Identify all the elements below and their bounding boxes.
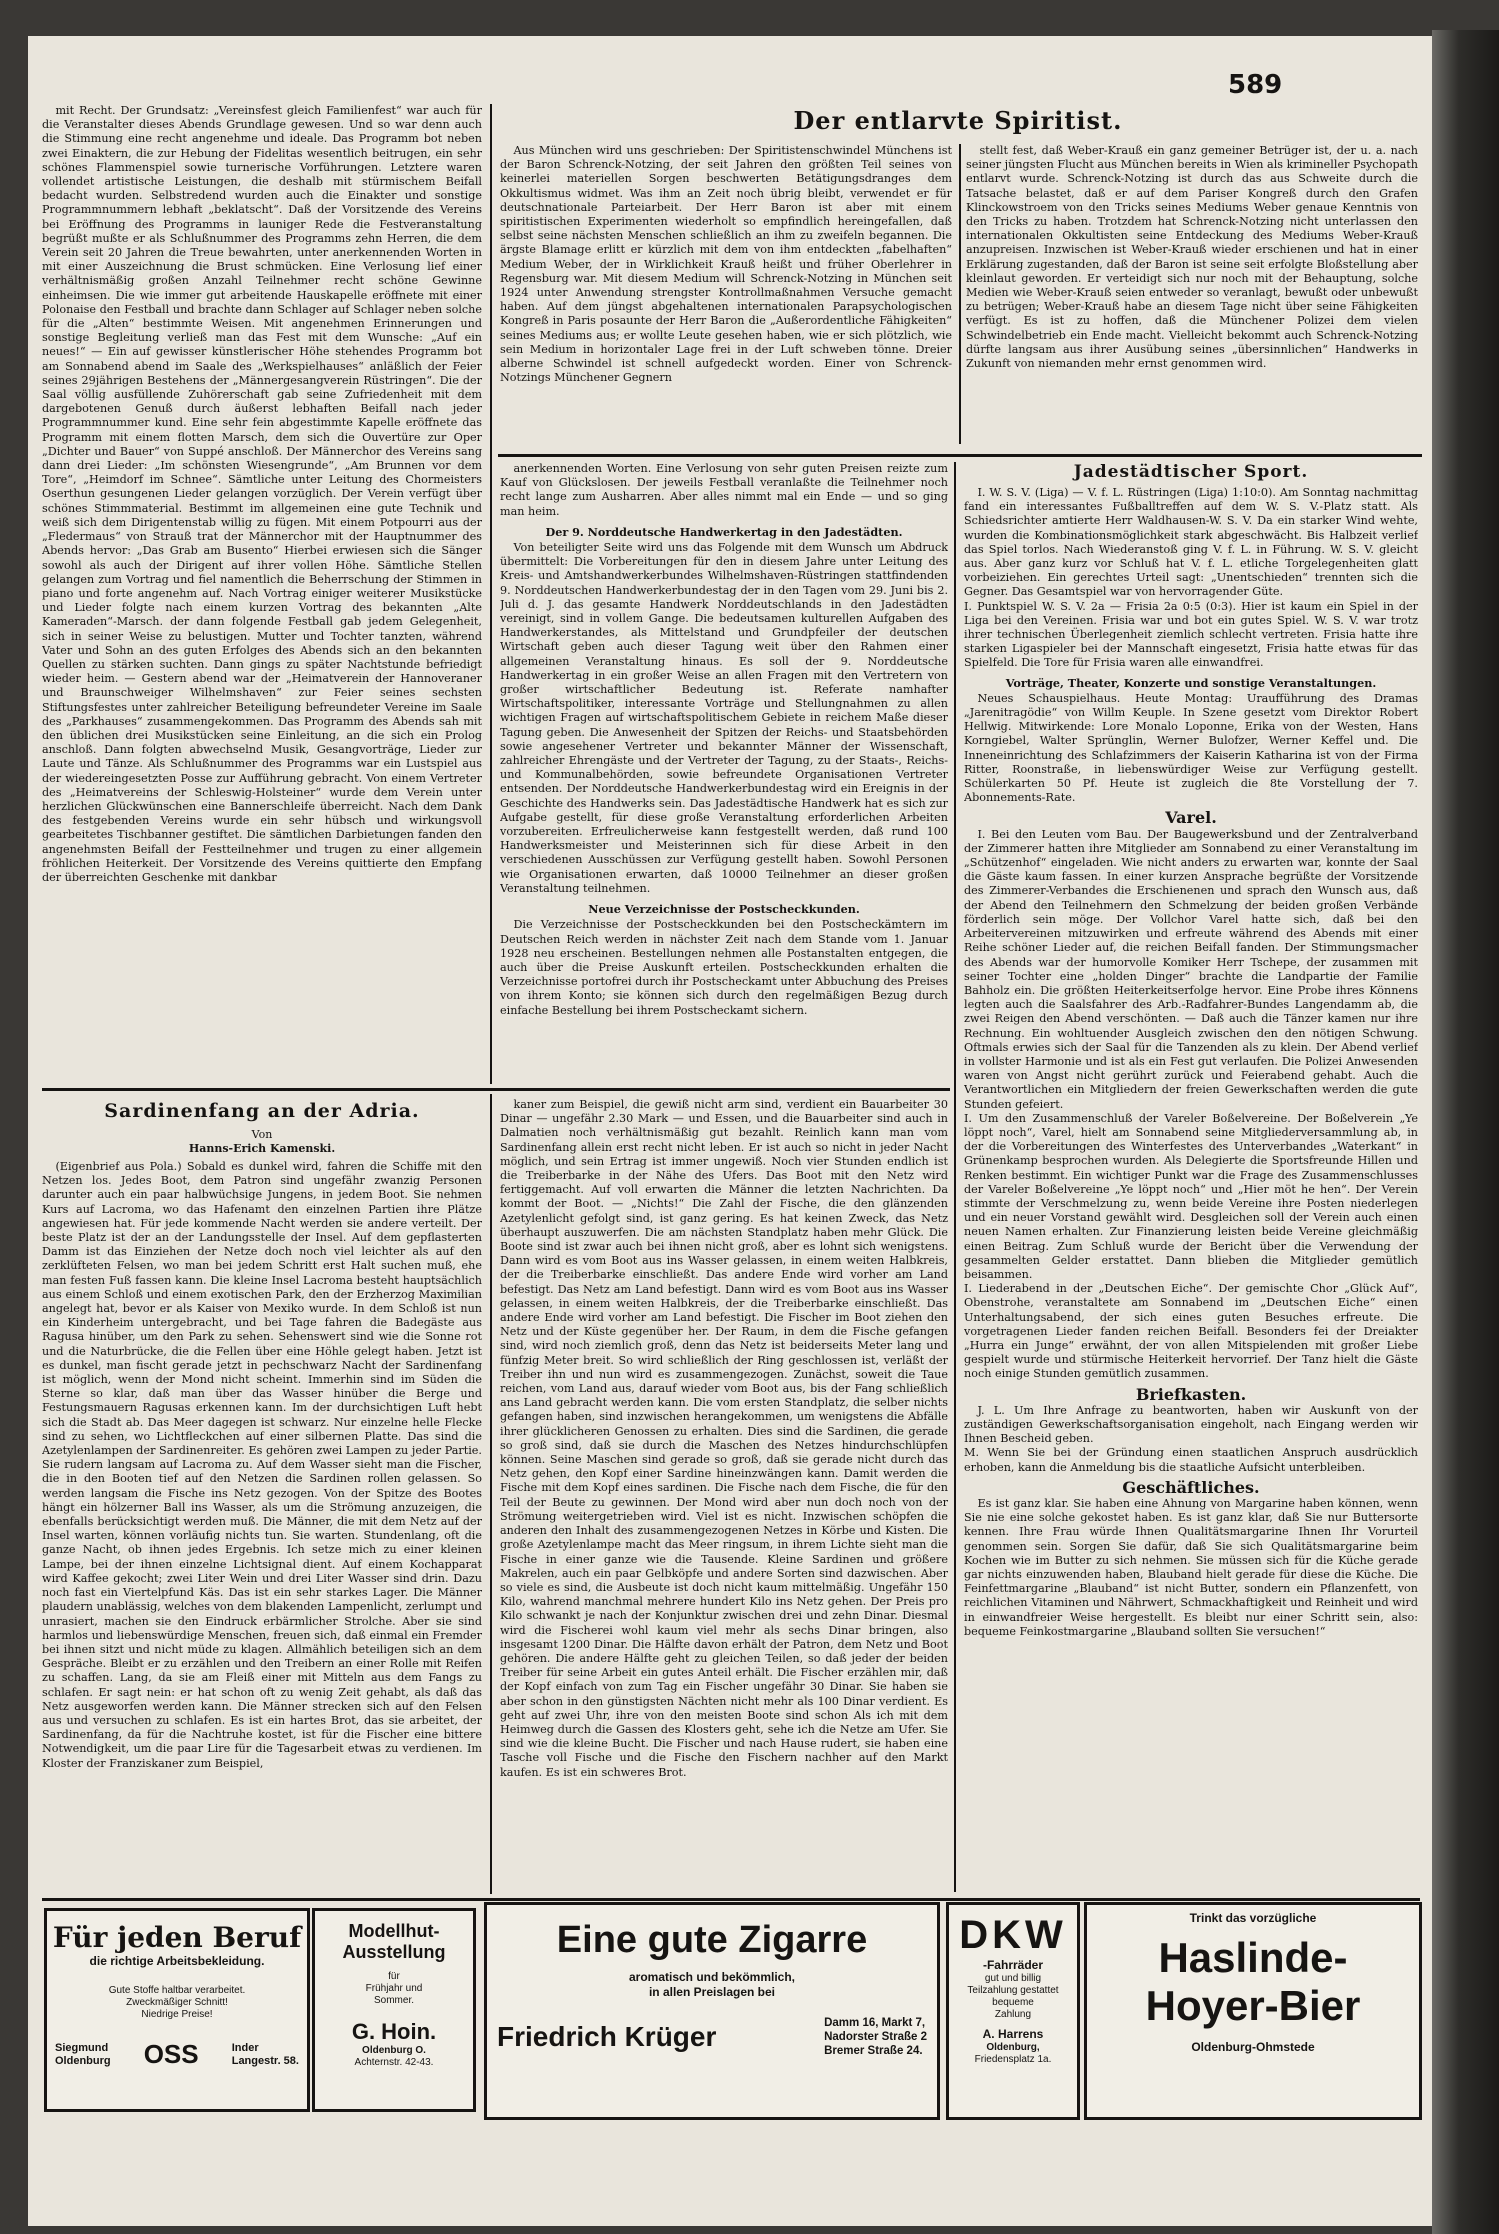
ad1-addr1: Inder <box>231 2041 259 2054</box>
briefkasten-heading: Briefkasten. <box>1135 1384 1247 1404</box>
ad2-name: G. Hoin. <box>351 2019 437 2044</box>
ad1-brand: OSS <box>143 2039 199 2069</box>
ad1-title: Für jeden Beruf <box>52 1921 302 1954</box>
geschaeftliches-text: Es ist ganz klar. Sie haben eine Ahnung von Margarine haben können, wenn Sie nie eine solche gekostet haben. Es ist ganz klar, daß Sie nur Buttersorte kennen. Ihre Frau würde Ihnen Qualitätsmargarine Ihnen Ihr Vorurteil genommen sein. Sorgen Sie dafür, daß Sie sich Qualitätsmargarine beim Kochen wie im Butter zu sich nehmen. Sie müssen sich für die Küche gerade gar nichts einzuwenden haben, Blauband hielt gerade für diese die Küche. Die Feinfettmargarine „Blauband“ ist nicht Butter, sondern ein Pflanzenfett, von reichlichen Vitaminen und Nährwert, Schmackhaftigkeit und Reinheit und wird in einwandfreier Weise hergestellt. Es bleibt nur einer Schritt sein, also: bequeme Feinkostmargarine „Blauband sollten Sie versuchen!“ <box>964 1497 1418 1638</box>
mid-column <box>500 462 948 1072</box>
ad5-top: Trinkt das vorzügliche <box>1189 1911 1317 1925</box>
ad-arbeitskleidung <box>44 1908 310 2112</box>
ad3-title: Eine gute Zigarre <box>556 1919 868 1961</box>
spiritist-text-1: Aus München wird uns geschrieben: Der Spiritistenschwindel Münchens ist der Baron Schrenck-Notzing, der seit Jahren den größten Teil seines von keinerlei materiellen Sorgen beschwerten Betätigungsdranges dem Okkultismus widmet. Was ihm an Zeit noch übrig bleibt, verwendet er für deutschnationale Parteiarbeit. Der Herr Baron ist aber mit einem spiritistischen Experimenten wiederholt so empfindlich hereingefallen, daß selbst seine nächsten Menschen schließlich an ihm zu zweifeln begannen. Die ärgste Blamage erlitt er kürzlich mit dem von ihm entdeckten „fabelhaften“ Medium Weber, der in Wirklichkeit Krauß heißt und früher Oberlehrer in Regensburg war. Mit diesem Medium will Schrenck-Notzing in München seit 1924 unter Anwendung strengster Kontrollmaßnahmen Versuche gemacht haben. Auf dem jüngst abgehaltenen internationalen Parapsychologischen Kongreß in Paris posaunte der Herr Baron die „Außerordentliche Fähigkeiten“ seines Mediums aus; er wollte Leute gesehen haben, wie er sich plötzlich, wie sein Medium in horizontaler Lage frei in der Luft schweben tönne. Dreier alberne Schwindel ist schnell aufgedeckt worden. Einer von Schrenck-Notzings Münchener Gegnern <box>500 144 952 385</box>
geschaeftliches-heading: Geschäftliches. <box>1122 1477 1260 1497</box>
ad4-sub: -Fahrräder <box>982 1958 1044 1972</box>
book-spine <box>1432 30 1499 2234</box>
ad2-sub3: Sommer. <box>373 1995 414 2006</box>
sardinen-col-2 <box>500 1098 948 1893</box>
page-number: 589 <box>1228 70 1283 100</box>
ad1-addr2: Langestr. 58. <box>231 2054 299 2067</box>
ad2-sub2: Frühjahr und <box>365 1983 423 1994</box>
ad-bier <box>1084 1902 1422 2120</box>
ad2-title2: Ausstellung <box>342 1942 446 1962</box>
ad2-addr: Achternstr. 42-43. <box>354 2057 434 2068</box>
mid-lead: anerkennenden Worten. Eine Verlosung von sehr guten Preisen reizte zum Kauf von Glückslosen. Der jeweils Festball veranlaßte die Teilnehmer noch recht lange zum Ausharren. Aber alles nimmt mal ein Ende — und so ging man heim. <box>500 462 948 518</box>
ad3-name: Friedrich Krüger <box>497 2021 717 2052</box>
divider-spiritist <box>959 144 961 444</box>
postscheck-text: Die Verzeichnisse der Postscheckkunden bei den Postscheckämtern im Deutschen Reich werden in nächster Zeit nach dem Stande vom 1. Januar 1928 neu erscheinen. Bestellungen nehmen alle Postanstalten entgegen, die auch über die Preise Auskunft erteilen. Postscheckkunden erhalten die Verzeichnisse portofrei durch ihr Postscheckamt unter Abbuchung des Preises von ihrem Konto; sie können sich durch den regelmäßigen Bezug durch einfache Bestellung bei ihrem Postscheckamt sichern. <box>500 918 948 1017</box>
ad5-title2: Hoyer-Bier <box>1145 1982 1361 2029</box>
ad-dkw <box>946 1902 1080 2120</box>
briefkasten-text: J. L. Um Ihre Anfrage zu beantworten, haben wir Auskunft von der zuständigen Gewerkschaftsorganisation eingeholt, nach Eingang werden wir Ihnen Bescheid geben. M. Wenn Sie bei der Gründung einen staatlichen Anspruch ausdrücklich erhoben, kann die Anmeldung bis die staatliche Aufsicht unterbleiben. <box>964 1403 1418 1474</box>
spiritist-text-2: stellt fest, daß Weber-Krauß ein ganz gemeiner Betrüger ist, der u. a. nach seiner jüngsten Flucht aus München bereits in Wien als krimineller Psychopath entlarvt wurde. Schrenck-Notzing ist durch das aus Schweite durch die Tatsache belastet, daß er auf dem Pariser Kongreß durch den Grafen Klinckowstroem von den Tricks seines Mediums Weber genaue Kenntnis von den Tricks zu haben. Trotzdem hat Schrenck-Notzing nicht unterlassen den internationalen Okkultisten seine Entdeckung des Mediums Weber-Krauß anzupreisen. Inzwischen ist Weber-Krauß wieder erschienen und hat in einer Erklärung zugestanden, daß der Baron ist seine seit erfolgte Bloßstellung aber kleinlaut geworden. Er verteidigt sich nur noch mit der Behauptung, solche Medien wie Weber-Krauß seien entweder so veranlagt, bewußt oder unbewußt zu betrügen; Weber-Krauß habe an diesem Tage nicht über seine Fähigkeiten verfügt. Es ist zu hoffen, daß die Münchener Polizei dem vielen Schwindelbetrieb ein Ende macht. Vielleicht bekommt auch Schrenck-Notzing dürfte langsam aus ihrer Ausübung seines „übersinnlichen“ Handwerks in Zukunft von niemanden mehr ernst genommen wird. <box>966 144 1418 371</box>
sardinen-text-2: kaner zum Beispiel, die gewiß nicht arm sind, verdient ein Bauarbeiter 30 Dinar — ungefähr 2.30 Mark — und Essen, und die Bauarbeiter sind auch in Dalmatien noch verhältnismäßig gut bezahlt. Reinlich kann man vom Sardinenfang allein erst recht nicht leben. Er ist auch so nicht in jeder Nacht möglich, und sein Ertrag ist immer ungewiß. Noch vier Stunden endlich ist die Treiberbarke in der Nähe des Ufers. Das Boot mit den Netz wird fertiggemacht. Auf voll erwarten die Männer die letzten Nachrichten. Da kommt der Boot. — „Nichts!“ Die Zahl der Fische, die den glänzenden Azetylenlicht gefolgt sind, ist ganz gering. Es hat keinen Zweck, das Netz überhaupt auszuwerfen. Die am nächsten Standplatz haben mehr Glück. Die Boote sind ist zwar auch bei ihnen nicht groß, aber es lohnt sich wenigstens. Dann wird es vom Boot aus ins Wasser gelassen, in einem weiten Halbkreis, der die Treiberbarke einschließt. Das andere Ende wird vorher am Land befestigt. Das Netz am Land befestigt. Dann wird es vom Boot aus ins Wasser gelassen, in einem weiten Halbkreis, der die Treiberbarke einschließt. Das andere Ende wird vorher am Land befestigt. Die Fischer im Boot ziehen den Netz und der Küste gegenüber her. Der Raum, in dem die Fische gefangen sind, wird noch ziemlich groß, denn das Netz ist beiderseits Meter lang und fünfzig Meter breit. So wird schließlich der Ring geschlossen ist, verläßt der Treiber ihn und nun wird es zusammengezogen. Zunächst, soweit die Taue reichen, vom Land aus, darauf wieder vom Boot aus, bis der Fang schließlich ans Land gebracht werden kann. Die vom ersten Standplatz, die selber nichts gefangen haben, sind inzwischen herangekommen, um wenigstens die Abfälle ihrer glücklicheren Genossen zu erhalten. Dies sind die Sardinen, die gerade so groß sind, daß sie durch die Maschen des Netzes hindurchschlüpfen können. Seine Maschen sind gerade so groß, daß sie gerade nicht durch das Netz gehen, den Kopf einer Sardine hineinzwängen kann. Damit werden die Fische mit dem Kopf eines sardinen. Die Fische nach dem Fische, die für den Teil der Beute zu gewinnen. Der Mond wird aber nun doch noch von der Strömung weitergetrieben wird. Viel ist es nicht. Inzwischen schöpfen die anderen den Inhalt des zusammengezogenen Netzes in Körbe und Kisten. Die große Azetylenlampe macht das Meer ringsum, in ihrem Lichte sieht man die Fische in einer ganze wie die Tausende. Kleine Sardinen und größere Makrelen, auch ein paar Gelbköpfe und andere Sorten sind dazwischen. Aber so viele es sind, die Ausbeute ist doch nicht kaum mittelmäßig. Ungefähr 150 Kilo, wahrend manchmal mehrere hundert Kilo ins Netz gehen. Der Preis pro Kilo schwankt je nach der Konjunktur zwischen drei und zehn Dinar. Diesmal wird die Fischerei wohl kaum viel mehr als sechs Dinar bringen, also insgesamt 1200 Dinar. Die Hälfte davon erhält der Patron, dem Netz und Boot gehören. Die andere Hälfte geht zu gleichen Teilen, so daß jeder der beiden Treiber für seine Arbeit ein gutes Anteil erhält. Die Fischer erzählen mir, daß der Kopf einfach von zum Tag ein Fischer ungefähr 30 Dinar. Sie haben sie aber schon in den günstigsten Nächten nicht mehr als 100 Dinar verdient. Es geht auf zwei Uhr, ihre von den meisten Boote sind schon Als ich mit dem Heimweg durch die Gassen des Klosters geht, sehe ich die Netze am Ufer. Sie sind wie die kleine Bucht. Die Fischer und nach Hause rudert, sie haben eine Tasche voll Fische und die Fische den Fischern nachher auf den Markt kaufen. Es ist ein schweres Brot. <box>500 1098 948 1779</box>
divider-ads-top <box>42 1898 1420 1901</box>
sardinen-by: Von <box>251 1128 273 1141</box>
ad1-line3: Niedrige Preise! <box>141 2009 213 2020</box>
newspaper-page <box>28 36 1432 2226</box>
sport-text: I. W. S. V. (Liga) — V. f. L. Rüstringen (Liga) 1:10:0). Am Sonntag nachmittag fand ein interessantes Fußballtreffen auf dem W. S. V.-Platz statt. Als Schiedsrichter amtierte Herr Waldhausen-W. S. V. Da ein starker Wind wehte, wurden die Kombinationsmöglichkeit stark abgeschwächt. Bis Halbzeit verlief das Spiel torlos. Nach Wiederanstoß ging V. f. L. in Führung. W. S. V. gleicht aus. Aber ganz kurz vor Schluß hat V. f. L. etliche Torgelegenheiten glatt vorbeiziehen. Ein gerechtes Urteil sagt: „Unentschieden“ trennten sich die Gegner. Das Gesamtspiel war von hervorragender Güte. I. Punktspiel W. S. V. 2a — Frisia 2a 0:5 (0:3). Hier ist kaum ein Spiel in der Liga bei den Vereinen. Frisia war und bot ein gutes Spiel. W. S. V. war trotz ihrer technischen Überlegenheit ziemlich schlecht vertreten. Frisia hatte ihre starken Ligaspieler bei der Mannschaft eingesetzt, Frisia hatte etwas für das Spielfeld. Die Tore für Frisia waren alle einwandfrei. <box>964 486 1418 670</box>
ad4-line3: bequeme <box>992 1997 1034 2008</box>
ad5-bottom: Oldenburg-Ohmstede <box>1191 2040 1315 2054</box>
sardinen-author: Hanns-Erich Kamenski. <box>188 1142 336 1155</box>
ad1-line2: Zweckmäßiger Schnitt! <box>126 1997 228 2008</box>
handwerker-text: Von beteiligter Seite wird uns das Folgende mit dem Wunsch um Abdruck übermittelt: Die Vorbereitungen für den in diesem Jahre unter Leitung des Kreis- und Amtshandwerkerbundes Wilhelmshaven-Rüstringen stattfindenden 9. Norddeutschen Handwerkerbundestag der in den Tagen vom 29. Juni bis 2. Juli d. J. das gesamte Handwerk Norddeutschlands in den Jadestädten vereinigt, sind in vollem Gange. Die bedeutsamen kulturellen Aufgaben des Handwerkerstandes, als Mittelstand und Grundpfeiler der deutschen Wirtschaft geben auch dieser Tagung weit über den Rahmen einer allgemeinen Veranstaltung hinaus. Es soll der 9. Norddeutsche Handwerkertag in ein großer Weise an allen Fragen mit den Vertretern von großer wirtschaftlicher Bedeutung ist. Referate namhafter Wirtschaftspolitiker, interessante Vorträge und Stellungnahmen zu allen wichtigen Fragen auf wirtschaftspolitischem Gebiete in reichem Maße dieser Tagung geben. Die Anwesenheit der Spitzen der Reichs- und Staatsbehörden sowie angesehener Vertreter und bekannter Männer der Wissenschaft, zahlreicher Ehrengäste und der Vertreter der Tagung, zu der Staats-, Reichs- und Kommunalbehörden, sowie befreundete Organisationen Vertreter entsenden. Der Norddeutsche Handwerkerbundestag wird ein Ereignis in der Geschichte des Handwerks sein. Das Jadestädtische Handwerk hat es sich zur Aufgabe gestellt, für diese große Veranstaltung erforderlichen Arbeiten vorzubereiten. Erfreulicherweise kann festgestellt werden, daß rund 100 Handwerksmeister und Meisterinnen sich für diese Arbeit in den verschiedenen Ausschüssen zur Verfügung gestellt haben. Sowohl Personen wie Organisationen erwarten, daß 10000 Teilnehmer an dieser großen Veranstaltung teilnehmen. <box>500 541 948 895</box>
column-left-top <box>42 104 482 1084</box>
ad4-line1: gut und billig <box>984 1973 1042 1984</box>
ad4-place: Oldenburg, <box>986 2042 1040 2053</box>
ad4-name: A. Harrens <box>982 2027 1044 2041</box>
ad4-title: DKW <box>959 1913 1067 1957</box>
sardinen-text-1: (Eigenbrief aus Pola.) Sobald es dunkel wird, fahren die Schiffe mit den Netzen los. Jedes Boot, dem Patron sind ungefähr zwanzig Personen darunter auch ein paar halbwüchsige Jungens, in jedem Boot. Sie nehmen Kurs auf Lacroma, wo das Hafenamt den einzelnen Partien ihre Plätze angewiesen hat. Für jede kommende Nacht werden sie andere verteilt. Der beste Platz ist der an der Landungsstelle der Insel. Auf dem gepflasterten Damm ist das Einziehen der Netze doch noch viel leichter als auf den zerklüfteten Felsen, wo man bei jedem Schritt erst Halt suchen muß, ehe man festen Fuß fassen kann. Die kleine Insel Lacroma besteht hauptsächlich aus einem Schloß und einem exotischen Park, den der Erzherzog Maximilian angelegt hat, bevor er als Kaiser von Mexiko wurde. In dem Schloß ist nun ein Kinderheim untergebracht, und bei Tage fahren die Badegäste aus Ragusa hinüber, um den Park zu sehen. Sehenswert sind wie die Sonne rot und die Naturbrücke, die die Fellen über eine Höhle gelegt haben. Jetzt ist es dunkel, man fischt gerade jetzt in pechschwarz Nacht der Sardinenfang ist möglich, wenn der Mond nicht scheint. Immerhin sind im Süden die Sterne so klar, daß man über das Wasser hinüber die Berge und Festungsmauern Ragusas erkennen kann. Im der durchsichtigen Luft hebt sich die Stadt ab. Das Meer dagegen ist schwarz. Nur einzelne helle Flecke sind zu sehen, wo Lichtfleckchen auf einer silbernen Platte. Das sind die Azetylenlampen der Sardinenreiter. Es gehören zwei Lampen zu jeder Partie. Sie rudern langsam auf Lacroma zu. Auf dem Wasser sieht man die Fischer, die in den Booten tief auf den Netzen die Sardinen rollen gelassen. So werden langsam die Fische ins Netz gezogen. Von der Spitze des Bootes hängt ein hölzerner Ball ins Wasser, als um die Strömung anzuzeigen, die ebenfalls berücksichtigt werden muß. Die Männer, die mit dem Netz auf der Insel warten, können vorläufig nichts tun. Sie warten. Stundenlang, oft die ganze Nacht, ob ihnen jedes Ergebnis. Ich setze mich zu einer kleinen Lampe, bei der ihnen einzelne Lichtsignal dient. Auf einem Kochapparat wird Kaffee gekocht; zwei Liter Wein und drei Liter Wasser sind drin. Dazu noch fast ein Viertelpfund Käs. Das ist ein sehr starkes Lager. Die Männer plaudern unablässig, welches von dem blakenden Lampenlicht, zerlumpt und unrasiert, machen sie den Eindruck erbärmlicher Strolche. Aber sie sind harmlos und liebenswürdige Menschen, freuen sich, daß einmal ein Fremder bei ihnen sitzt und nicht müde zu klagen. Allmählich beteiligen sich an dem Gespräche. Bleibt er zu erzählen und den Treibern an einer Rolle mit Reifen zu schaffen. Lang, da sie am Fleiß einer mit Mitteln aus dem Fangs zu schlafen. Er sagt nein: er hat schon oft zu wenig Zeit gehabt, als daß das Netz ausgeworfen werden kann. Die Männer strecken sich auf den Felsen aus und versuchen zu schlafen. Es ist ein hartes Brot, das sie arbeitet, der Sardinenfang, da für die Nachtruhe kostet, ist für die Fischer eine bittere Notwendigkeit, um die paar Lire für die Tagesarbeit etwas zu verdienen. Im Kloster der Franziskaner zum Beispiel, <box>42 1160 482 1770</box>
sardinen-col-1 <box>42 1128 482 1893</box>
ad-zigarre <box>484 1902 940 2120</box>
divider-vertical-1 <box>490 104 492 1084</box>
divider-vertical-2 <box>954 462 956 1892</box>
ad1-sub: die richtige Arbeitsbekleidung. <box>89 1954 265 1968</box>
ad5-title1: Haslinde- <box>1158 1934 1348 1981</box>
ad3-addr1: Damm 16, Markt 7, <box>824 2017 926 2029</box>
right-column <box>964 486 1418 1886</box>
ad3-addr3: Bremer Straße 24. <box>824 2045 923 2057</box>
ad-modellhut <box>312 1908 476 2112</box>
spiritist-col-1 <box>500 144 952 444</box>
ad3-sub2: in allen Preislagen bei <box>648 1985 776 1999</box>
ad1-store-left1: Siegmund <box>55 2041 109 2054</box>
ad4-line4: Zahlung <box>994 2009 1032 2020</box>
varel-heading: Varel. <box>1165 808 1217 828</box>
spiritist-headline: Der entlarvte Spiritist. <box>793 106 1123 135</box>
ad3-addr2: Nadorster Straße 2 <box>824 2031 927 2043</box>
theater-text: Neues Schauspielhaus. Heute Montag: Uraufführung des Dramas „Jarenitragödie“ von Willm Keuple. In Szene gesetzt vom Direktor Robert Hellwig. Mitwirkende: Lore Monalo Loponne, Erika von der Westen, Hans Korngiebel, Walter Sprünglin, Werner Bulofzer, Werner Keffel und. Die Inneneinrichtung des Schlafzimmers der Kaiserin Katharina ist von der Firma Ritter, Roonstraße, in liebenswürdiger Weise zur Verfügung gestellt. Schülerkarten 50 Pf. Heute ist zugleich die 8te Vorstellung der 7. Abonnements-Rate. <box>964 691 1418 805</box>
sardinen-heading: Sardinenfang an der Adria. <box>104 1100 420 1122</box>
ad2-sub1: für <box>388 1971 400 1982</box>
divider-sardinen-top <box>42 1088 950 1091</box>
sport-heading: Jadestädtischer Sport. <box>1073 462 1309 482</box>
left-top-article: mit Recht. Der Grundsatz: „Vereinsfest gleich Familienfest“ war auch für die Veranstalter dieses Abends Grundlage gewesen. Und so war denn auch die Stimmung eine recht angenehme und ideale. Das Programm bot neben zwei Einaktern, die zur Hebung der Fidelitas wesentlich beitrugen, ein sehr schönes Flammenspiel sowie turnerische Vorführungen. Letztere waren vollendet artistische Leistungen, die deshalb mit stürmischem Beifall bedacht wurden. Selbstredend wurden auch die Einakter und sonstige Programmnummern lebhaft „beklatscht“. Daß der Vorsitzende des Vereins bei Eröffnung des Programms in launiger Rede die Festveranstaltung begrüßt mußte er als Schlußnummer des Programms zehn Herren, die dem Verein seit 20 Jahren die Treue bewahrten, unter anerkennenden Worten in mit einer Auszeichnung die Brust schmücken. Eine Verlosung lief einer verhältnismäßig großen Anzahl Teilnehmer recht schöne Gewinne einheimsen. Die wie immer gut arbeitende Hauskapelle eröffnete mit einer Polonaise den Festball und brachte dann Schlager auf Schlager neben solche für die „Alten“ bestimmte Weisen. Mit angenehmen Erinnerungen und sonstige Begleitung verließ man das Fest mit dem Wunsche: „Auf ein neues!“ — Ein auf gewisser künstlerischer Höhe stehendes Programm bot am Sonnabend abend im Saale des „Werkspielhauses“ anläßlich der Feier seines 29jährigen Bestehens der „Männergesangverein Rüstringen“. Die der Saal völlig ausfüllende Zuhörerschaft gab seine Zufriedenheit mit dem dargebotenen Genuß durch äußerst lebhaften Beifall nach jeder Programmnummer kund. Eine sehr fein abgestimmte Kapelle eröffnete das Programm mit einem flotten Marsch, dem sich die Ouvertüre zur Oper „Dichter und Bauer“ von Suppé anschloß. Der Männerchor des Vereins sang dann drei Lieder: „Im schönsten Wiesengrunde“, „Am Brunnen vor dem Tore“, „Heimdorf im Schnee“. Sämtliche unter Leitung des Chormeisters Oserthun gesungenen Lieder gelangen vorzüglich. Der Verein verfügt über schönes Stimmmaterial. Bestimmt im allgemeinen eine gute Technik und weiß sich dem Dirigentenstab willig zu fügen. Mit einem Potpourri aus der „Fledermaus“ von Strauß trat der Männerchor mit der Hauptnummer des Abends hervor: „Das Grab am Busento“ Hierbei erwiesen sich die Sänger sowohl als auch der Dirigent auf ihrer vollen Höhe. Sämtliche Stellen gelangen zum Vortrag und fiel namentlich die Beherrschung der Stimmen in piano und forte angenehm auf. Nach Vortrag einiger weiterer Musikstücke und Lieder folgte nach einem kurzen Vortrag des bekannten „Alte Kameraden“-Marsch. der dann folgende Festball gab jedem Gelegenheit, sich in seiner Weise zu belustigen. Mutter und Tochter tanzten, während Vater und Sohn an des guten Erfolges des Abends sich an den bekannten Quellen zu stärken suchten. Dann gings zu später Nachtstunde befriedigt wieder heim. — Gestern abend war der „Heimatverein der Hannoveraner und Braunschweiger Wilhelmshaven“ zur Feier seines sechsten Stiftungsfestes unter zahlreicher Beteiligung befreundeter Vereine im Saale des „Parkhauses“ zusammengekommen. Das Programm des Abends sah mit den üblichen drei Musikstücken seine Einleitung, an die sich ein Prolog anschloß. Dann folgten abwechselnd Musik, Gesangvorträge, Lieder zur Laute und Tänze. Als Schlußnummer des Programms war ein Lustspiel aus der wiedereingesetzten Posse zur Aufführung gebracht. Von einem Vertreter des „Heimatvereins der Schleswig-Holsteiner“ wurde dem Verein unter herzlichen Glückwünschen eine Bannerschleife überreicht. Nach dem Dank des festgebenden Vereins wurde ein sehr hübsch und wirkungsvoll gearbeitetes Tischbanner gestiftet. Die sämtlichen Darbietungen fanden den angenehmsten Beifall der Festteilnehmer und trugen zu einer allgemein fröhlichen Heiterkeit. Der Vorsitzende des Vereins quittierte den Empfang der überreichten Geschenke mit dankbar <box>42 104 482 884</box>
ad2-place: Oldenburg O. <box>362 2045 426 2056</box>
ad4-addr: Friedensplatz 1a. <box>974 2054 1052 2065</box>
spiritist-col-2 <box>966 144 1418 444</box>
ad4-line2: Teilzahlung gestattet <box>967 1985 1059 1996</box>
theater-heading: Vorträge, Theater, Konzerte und sonstige Veranstaltungen. <box>1005 675 1377 690</box>
ad1-line1: Gute Stoffe haltbar verarbeitet. <box>108 1985 246 1996</box>
ad3-sub1: aromatisch und bekömmlich, <box>628 1970 796 1984</box>
divider-vertical-3 <box>490 1094 492 1894</box>
handwerker-heading: Der 9. Norddeutsche Handwerkertag in den Jadestädten. <box>545 524 903 539</box>
varel-text: I. Bei den Leuten vom Bau. Der Baugewerksbund und der Zentralverband der Zimmerer hatten ihre Mitglieder am Sonnabend zu einer Veranstaltung im „Schützenhof“ eingeladen. Wie nicht anders zu erwarten war, konnte der Saal die Gäste kaum fassen. In einer kurzen Ansprache begrüßte der Vorsitzende des Zimmerer-Verbandes die Erschienenen und sprach den Wunsch aus, daß der Abend den Teilnehmern den Schmelzung der beiden großen Verbände förderlich sein möge. Der Vollchor Varel hatte sich, daß bei den Arbeitervereinen mitzuwirken und erfreute während des Abends mit einer Reihe schöner Lieder auf, die reichen Beifall fanden. Der Stimmungsmacher des Abends war der humorvolle Komiker Herr Tschepe, der zusammen mit seiner Tochter eine „holden Dinger“ brachte die Landpartie der Familie Bahholz ein. Die größten Heiterkeitserfolge hervor. Eine Probe ihres Könnens legten auch die Saalsfahrer des Arb.-Radfahrer-Bundes Langendamm ab, die zwei Reigen den Abend verschönten. — Daß auch die Tänzer kamen nur ihre Rechnung. Ein wohltuender Ausgleich zwischen den den nötigen Schwung. Oftmals erwies sich der Saal für die Tanzenden als zu klein. Der Abend verlief in vollster Harmonie und ist als ein Fest gut verlaufen. Die Polizei Anwesenden waren von Angst nicht gerührt zurück und Feierabend gehabt. Auch die Verantwortlichen ein Mitgliedern der freien Gewerkschaften werden die gute Stunden gefeiert. I. Um den Zusammenschluß der Vareler Boßelvereine. Der Boßelverein „Ye löppt noch“, Varel, hielt am Sonnabend seine Mitgliederversammlung ab, in der die Vorbereitungen des Winterfestes des Unterverbandes „Waterkant“ in Grünenkamp besprochen wurden. Als Delegierte die Sportsfreunde Hillen und Renken bestimmt. Ein wichtiger Punkt war die Frage des Zusammenschlusses der Vareler Boßelvereine „Ye löppt noch“ und „Hier möt he hen“. Der Verein stimmte der Verschmelzung zu, wenn beide Vereine ihre Posten niederlegen und ein neuer Vorstand gewählt wird. Desgleichen soll der Verein auch einen neuen Namen erhalten. Zur Finanzierung leisten beide Vereine gleichmäßig einen Beitrag. Zum Schluß wurde der Bericht über die Verwendung der gesammelten Gelder erstattet. Dann blieben die Mitglieder gemütlich beisammen. I. Liederabend in der „Deutschen Eiche“. Der gemischte Chor „Glück Auf“, Obenstrohe, veranstaltete am Sonnabend im „Deutschen Eiche“ einen Unterhaltungsabend, der sich eines guten Besuches erfreute. Die vorgetragenen Lieder fanden reichen Beifall. Besonders fei der Dreiakter „Hurra ein Junge“ erwähnt, der von allen Mitspielenden mit großer Liebe gespielt wurde und stürmische Heiterkeit hervorrief. Der Tanz hielt die Gäste noch einige Stunden gemütlich zusammen. <box>964 827 1418 1381</box>
ad1-store-left2: Oldenburg <box>55 2054 111 2067</box>
postscheck-heading: Neue Verzeichnisse der Postscheckkunden. <box>588 902 860 917</box>
divider-spiritist-bottom <box>498 454 1422 457</box>
ad2-title1: Modellhut- <box>348 1921 440 1941</box>
